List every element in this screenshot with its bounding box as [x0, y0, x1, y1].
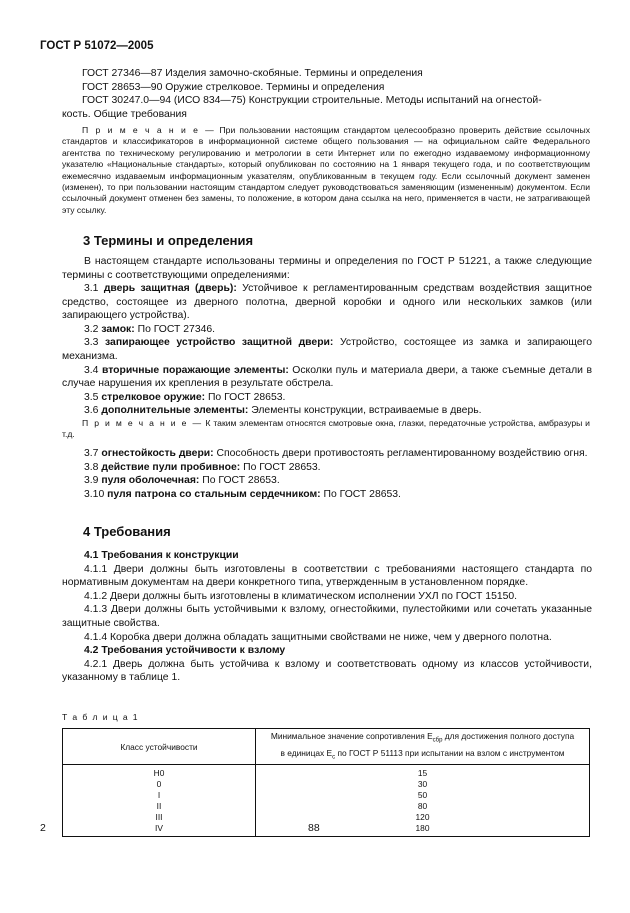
term-number: 3.10	[84, 488, 108, 500]
table-header-row	[63, 729, 590, 765]
section-3-intro: В настоящем стандарте использованы термины и определения по ГОСТ Р 51221, а также следующие термины с соответствующими определениями:	[62, 256, 592, 281]
note-text: К таким элементам относятся смотровые окна, глазки, передаточные устройства, амбразуры и т.д.	[62, 418, 590, 440]
term-definition: Устройство, состоящее из замка и запирающего механизма.	[62, 337, 592, 362]
header-text: по ГОСТ Р 51113 при испытании на взлом с инструментом	[335, 747, 565, 758]
term-name: дополнительные элементы:	[101, 405, 249, 417]
subsection-heading: 4.2 Требования устойчивости к взлому	[84, 645, 286, 657]
term-item	[62, 323, 592, 337]
note-1	[62, 125, 590, 216]
terms-list-2	[62, 447, 592, 501]
paragraph: 4.1.3 Двери должны быть устойчивыми к взлому, огнестойкими, пулестойкими или сочетать указанные защитные свойства.	[62, 604, 592, 629]
section-4-body	[62, 549, 592, 685]
note-label: П р и м е ч а н и е —	[82, 125, 216, 135]
resistance-value: 30	[417, 779, 428, 789]
ref-line: ГОСТ 28653—90 Оружие стрелковое. Термины и определения	[82, 81, 385, 93]
resistance-value: 15	[417, 768, 428, 778]
section-3-heading: 3 Термины и определения	[83, 233, 254, 248]
term-number: 3.1	[84, 283, 104, 294]
section-4-heading: 4 Требования	[83, 524, 171, 539]
class-value: III	[155, 812, 163, 822]
class-cell	[63, 765, 256, 837]
term-name: пуля патрона со стальным сердечником:	[107, 488, 321, 500]
ref-line: ГОСТ 30247.0—94 (ИСО 834—75) Конструкции строительные. Методы испытаний на огнестой-	[82, 95, 542, 107]
term-number: 3.2	[84, 323, 102, 335]
subsection-heading: 4.1 Требования к конструкции	[84, 550, 239, 561]
term-number: 3.7	[84, 448, 102, 459]
term-name: дверь защитная (дверь):	[103, 283, 237, 294]
term-item	[62, 282, 592, 323]
term-name: огнестойкость двери:	[101, 448, 214, 459]
term-definition: По ГОСТ 28653.	[320, 488, 401, 500]
resistance-table	[62, 728, 590, 837]
resistance-value: 50	[417, 790, 428, 800]
term-name: замок:	[101, 323, 135, 335]
term-name: запирающее устройство защитной двери:	[105, 337, 334, 349]
terms-list-1	[62, 282, 592, 418]
ref-line: кость. Общие требования	[62, 108, 187, 120]
term-item	[62, 488, 592, 502]
table-caption: Т а б л и ц а 1	[62, 712, 139, 722]
table-row	[63, 765, 590, 837]
term-item	[62, 391, 592, 405]
class-value: II	[156, 801, 162, 811]
note-2	[62, 418, 590, 441]
note-label: П р и м е ч а н и е —	[82, 418, 203, 428]
class-value: IV	[155, 823, 163, 833]
term-number: 3.4	[84, 364, 102, 376]
term-number: 3.3	[84, 337, 106, 349]
term-number: 3.5	[84, 391, 102, 403]
note-text: При пользовании настоящим стандартом целесообразно проверить действие ссылочных стандартов и классификаторов в информационной системе общего пользования — на официальном сайте Федерального агентства по техническому регулированию и метрологии в сети Интернет или по ежегодно издаваемому информационному указателю «Национальные стандарты», который опубликован по состоянию на 1 января текущего года, и по соответствующим ежемесячно издаваемым информационным указателям, опубликованным в текущем году. Если ссылочный документ заменен (изменен), то при пользовании настоящим стандартом следует руководствоваться заменяющим (измененным) документом. Если ссылочный документ отменен без замены, то положение, в котором дана ссылка на него, применяется в части, не затрагивающей эту ссылку.	[62, 125, 590, 215]
paragraph: 4.1.1 Двери должны быть изготовлены в соответствии с требованиями настоящего стандарта по нормативным документам на двери конкретного типа, утвержденным в установленном порядке.	[62, 563, 592, 589]
resistance-value: 80	[417, 801, 428, 811]
term-definition: Устойчивое к регламентированным средствам воздействия защитное средство, состоящее из дверного полотна, дверной коробки и одного или нескольких замков (или запирающего устройства).	[62, 283, 592, 322]
term-item	[62, 447, 592, 461]
term-item	[62, 404, 592, 418]
term-name: пуля оболочечная:	[101, 475, 200, 487]
term-number: 3.9	[84, 475, 102, 487]
term-name: вторичные поражающие элементы:	[101, 364, 289, 376]
term-name: действие пули пробивное:	[101, 461, 241, 473]
table-header-cell	[256, 729, 590, 765]
term-number: 3.6	[84, 405, 102, 417]
term-definition: По ГОСТ 28653.	[205, 391, 286, 403]
paragraph: 4.1.4 Коробка двери должна обладать защитными свойствами не ниже, чем у дверного полотна.	[84, 631, 552, 643]
header-text: для достижения полного доступа	[442, 730, 575, 741]
term-definition: Способность двери противостоять регламентированному воздействию огня.	[213, 448, 588, 459]
term-item	[62, 336, 592, 363]
value-cell	[256, 765, 590, 837]
term-item	[62, 364, 592, 391]
resistance-value: 180	[415, 823, 430, 833]
term-item	[62, 461, 592, 475]
header-subscript: с	[332, 754, 336, 761]
term-definition: По ГОСТ 28653.	[240, 461, 321, 473]
class-value: Н0	[153, 768, 165, 778]
term-definition: По ГОСТ 28653.	[199, 475, 280, 487]
table-header-cell: Класс устойчивости	[63, 729, 256, 765]
page-header: ГОСТ Р 51072—2005	[40, 40, 154, 52]
term-item	[62, 474, 592, 488]
class-value: I	[157, 790, 161, 800]
resistance-value: 120	[415, 812, 430, 822]
term-name: стрелковое оружие:	[101, 391, 206, 403]
term-definition: Элементы конструкции, встраиваемые в дверь.	[248, 405, 482, 417]
term-number: 3.8	[84, 461, 102, 473]
sheet-number: 88	[308, 822, 320, 834]
references	[62, 67, 592, 121]
paragraph: 4.2.1 Дверь должна быть устойчива к взлому и соответствовать одному из классов устойчивости, указанному в таблице 1.	[62, 658, 592, 684]
page-number: 2	[40, 822, 46, 834]
term-definition: Осколки пуль и материала двери, а также съемные детали в случае нарушения их крепления в результате обстрела.	[62, 364, 592, 390]
class-value: 0	[156, 779, 162, 789]
paragraph: 4.1.2 Двери должны быть изготовлены в климатическом исполнении УХЛ по ГОСТ 15150.	[84, 590, 518, 602]
header-subscript: сбр	[432, 737, 443, 744]
header-text: в единицах Е	[280, 747, 333, 758]
term-definition: По ГОСТ 27346.	[134, 323, 216, 335]
ref-line: ГОСТ 27346—87 Изделия замочно-скобяные. Термины и определения	[82, 68, 423, 79]
header-text: Минимальное значение сопротивления Е	[270, 730, 433, 741]
